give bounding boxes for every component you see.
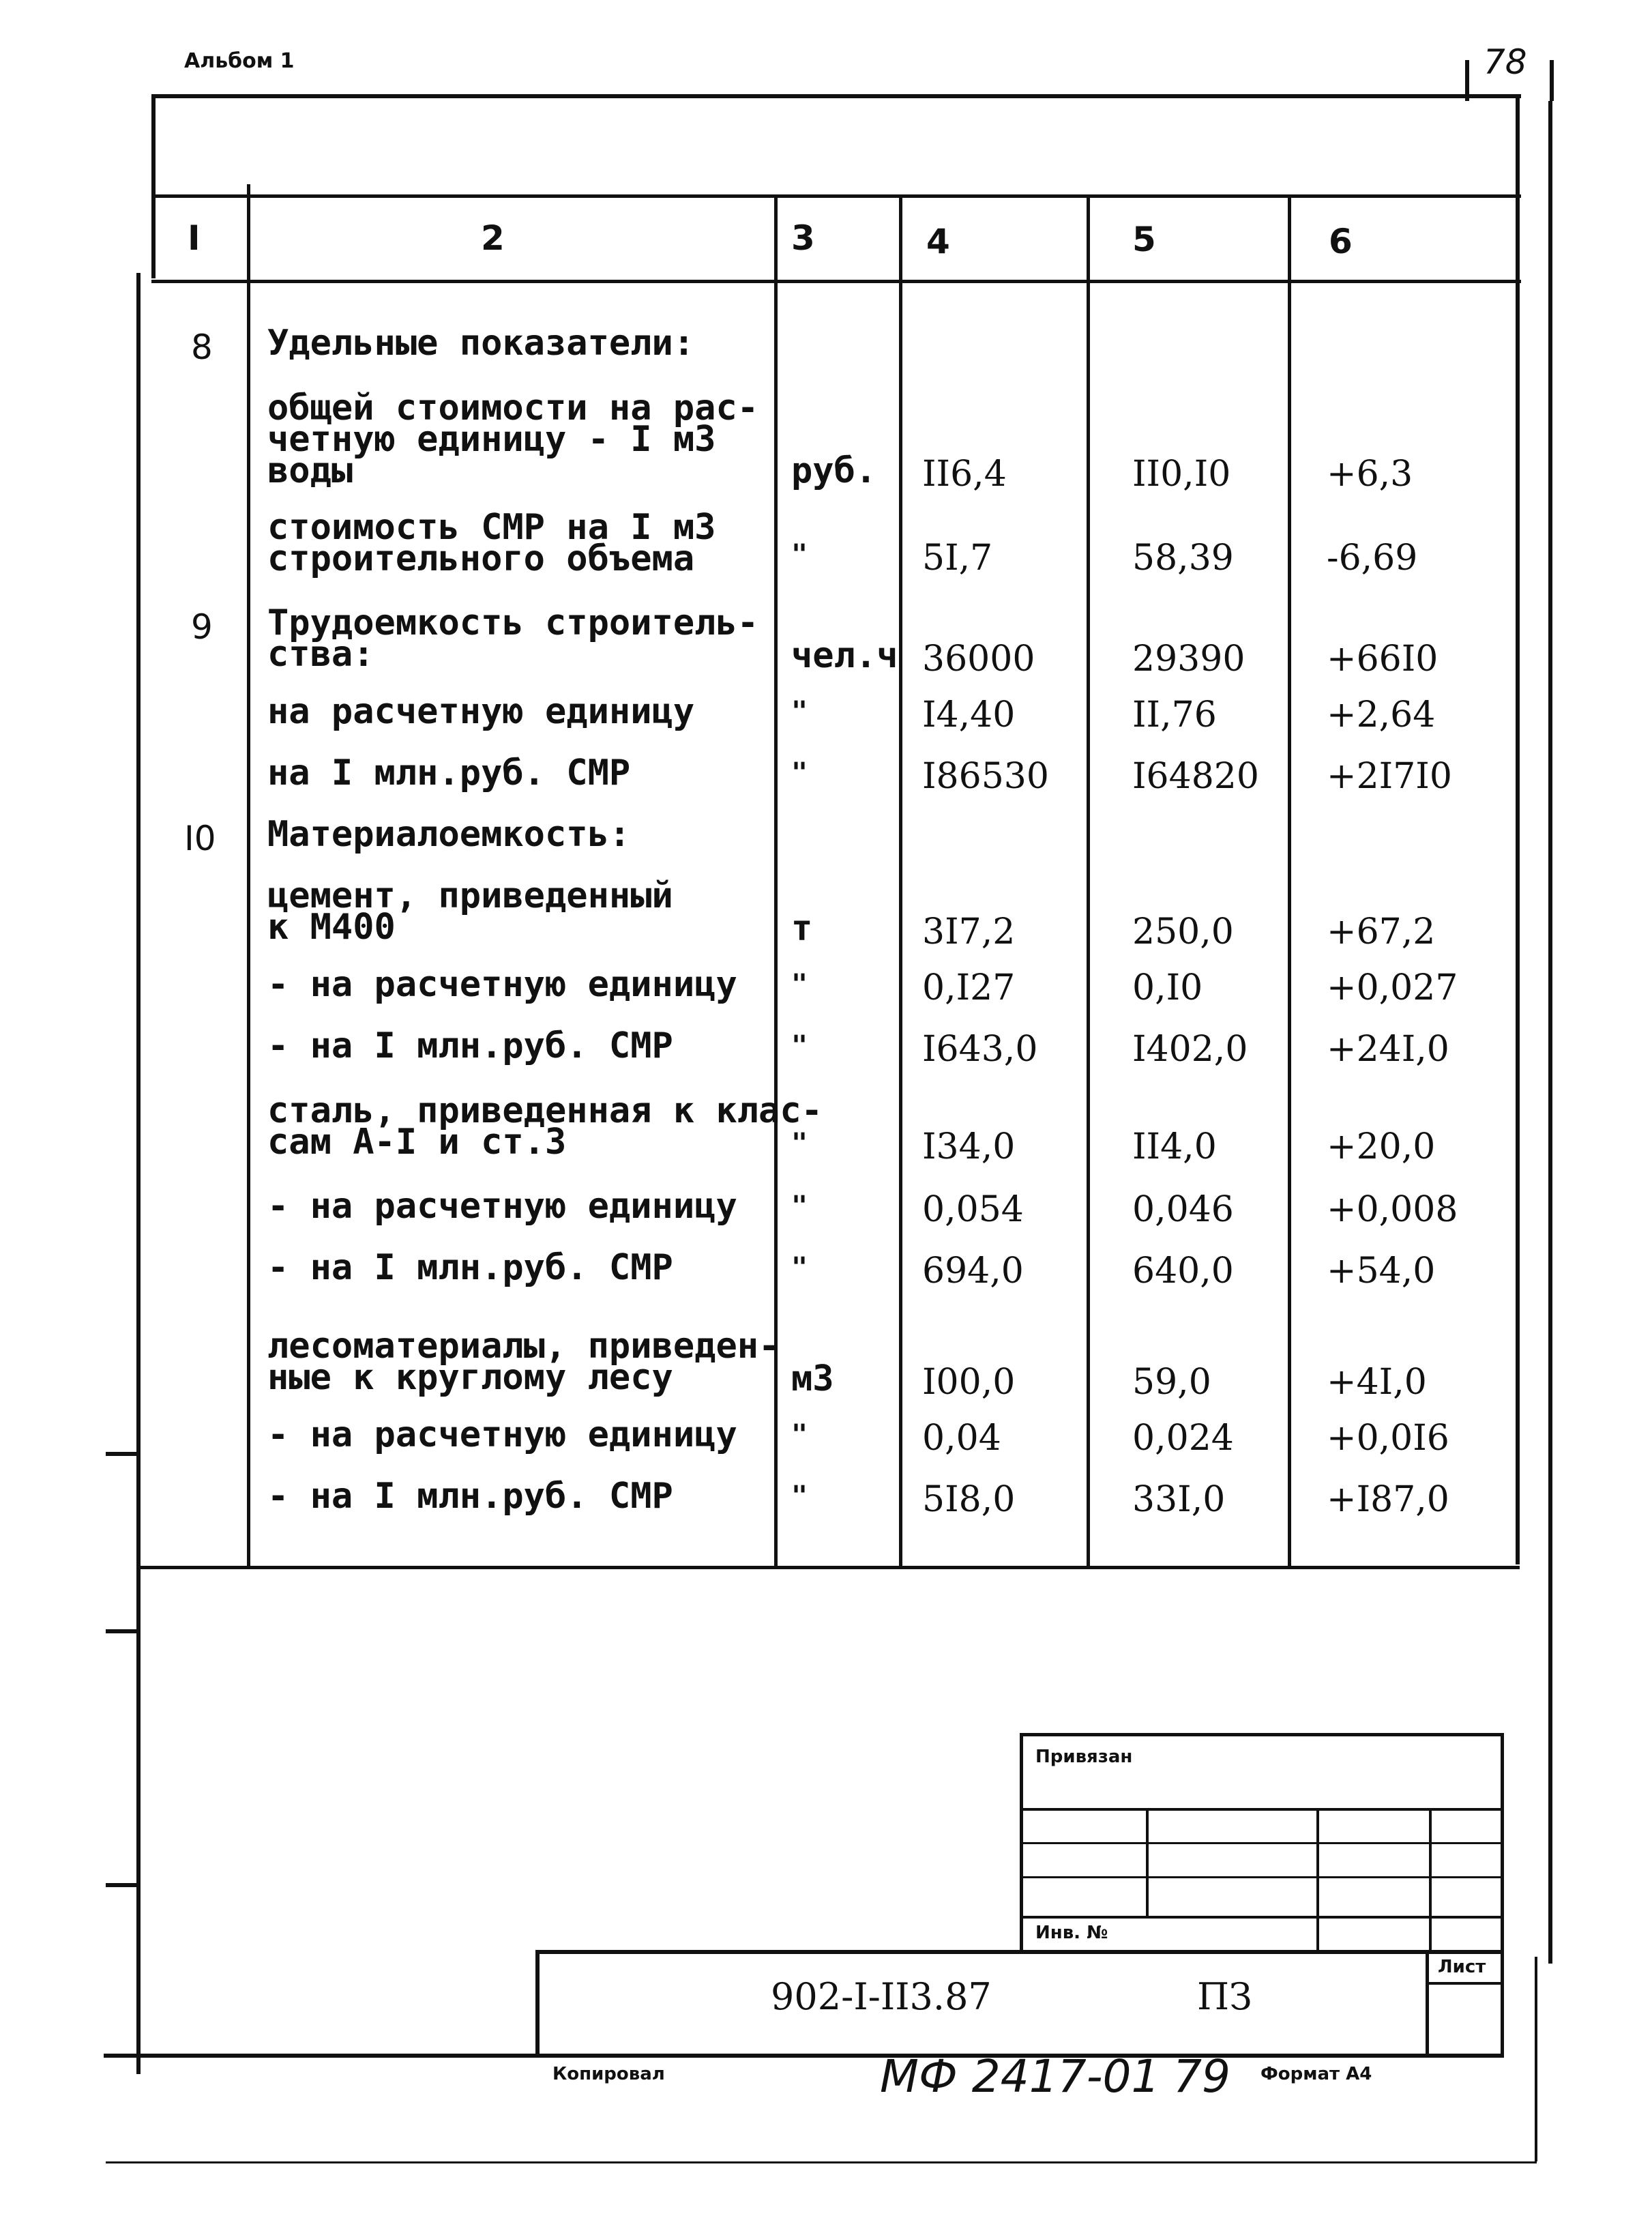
- row-label: - на I млн.руб. СМР: [267, 1025, 673, 1066]
- row-project-value: II6,4: [922, 454, 1007, 495]
- stamp-top: [1020, 1733, 1504, 1736]
- row-label: - на расчетную единицу: [267, 1186, 737, 1227]
- row-label: стоимость СМР на I м3 строительного объема: [267, 507, 716, 579]
- row-difference: -6,69: [1327, 538, 1418, 579]
- row-number: 9: [191, 607, 213, 647]
- row-project-value: 0,I27: [922, 967, 1016, 1008]
- table-top-line: [151, 194, 1521, 198]
- col-header-1: I: [188, 218, 201, 258]
- row-label: - на I млн.руб. СМР: [267, 1476, 673, 1517]
- row-analog-value: II0,I0: [1132, 454, 1231, 495]
- row-label: лесоматериалы, приведен- ные к круглому лесу: [267, 1326, 780, 1398]
- page-number: 78: [1484, 42, 1527, 82]
- row-project-value: I00,0: [922, 1362, 1016, 1403]
- frame-tick-3: [106, 1883, 140, 1887]
- row-project-value: I4,40: [922, 695, 1016, 735]
- row-difference: +0,027: [1327, 967, 1458, 1008]
- row-unit: руб.: [791, 450, 877, 491]
- row-label: Трудоемкость строитель- ства:: [267, 602, 759, 675]
- row-project-value: I34,0: [922, 1126, 1016, 1167]
- format-label: Формат А4: [1260, 2064, 1372, 2084]
- frame-right-outer: [1548, 101, 1552, 1964]
- row-project-value: 694,0: [922, 1251, 1024, 1292]
- row-unit: ": [791, 539, 808, 570]
- row-analog-value: 0,I0: [1132, 967, 1203, 1008]
- row-difference: +0,0I6: [1327, 1418, 1449, 1459]
- outer-bottom-edge: [106, 2161, 1537, 2163]
- row-difference: +66I0: [1327, 639, 1439, 680]
- title-block-divider: [1426, 1950, 1429, 2058]
- row-unit: ": [791, 757, 808, 789]
- row-number: 8: [191, 327, 213, 367]
- row-number: I0: [184, 819, 216, 858]
- row-difference: +4I,0: [1327, 1362, 1427, 1403]
- row-project-value: 0,054: [922, 1189, 1024, 1230]
- row-analog-value: 640,0: [1132, 1251, 1234, 1292]
- outer-right-edge: [1535, 1957, 1537, 2161]
- row-label: - на расчетную единицу: [267, 1414, 737, 1455]
- row-difference: +6,3: [1327, 454, 1413, 495]
- row-label: - на I млн.руб. СМР: [267, 1247, 673, 1288]
- document-designation: 902-I-II3.87: [771, 1975, 992, 2018]
- album-label: Альбом 1: [184, 49, 295, 73]
- row-difference: +20,0: [1327, 1126, 1436, 1167]
- handwritten-code: МФ 2417-01: [880, 2050, 1160, 2103]
- frame-left: [136, 273, 141, 2074]
- row-label: - на расчетную единицу: [267, 964, 737, 1005]
- row-analog-value: 59,0: [1132, 1362, 1211, 1403]
- row-project-value: I643,0: [922, 1029, 1038, 1070]
- row-label: общей стоимости на рас- четную единицу - I м3 воды: [267, 388, 759, 491]
- row-difference: +0,008: [1327, 1189, 1458, 1230]
- row-label: сталь, приведенная к клас- сам А-I и ст.3: [267, 1090, 823, 1163]
- row-analog-value: 29390: [1132, 639, 1245, 680]
- row-unit: ": [791, 1419, 808, 1450]
- table-header-line: [151, 280, 1521, 283]
- row-unit: т: [791, 908, 813, 949]
- stamp-privyazan: Привязан: [1035, 1747, 1133, 1767]
- row-unit: ": [791, 1481, 808, 1512]
- row-difference: +24I,0: [1327, 1029, 1449, 1070]
- stamp-inv-no: Инв. №: [1035, 1923, 1108, 1943]
- frame-left-top: [151, 94, 156, 278]
- title-block-top: [535, 1950, 1504, 1954]
- row-analog-value: 33I,0: [1132, 1479, 1226, 1520]
- row-analog-value: 0,046: [1132, 1189, 1234, 1230]
- stamp-col-3: [1429, 1808, 1432, 1951]
- row-project-value: 0,04: [922, 1418, 1001, 1459]
- page-number-box-right: [1550, 60, 1554, 101]
- row-analog-value: 58,39: [1132, 538, 1234, 579]
- stamp-col-2: [1316, 1808, 1319, 1951]
- row-project-value: 5I8,0: [922, 1479, 1016, 1520]
- sheet-label: Лист: [1438, 1957, 1486, 1977]
- row-analog-value: I402,0: [1132, 1029, 1248, 1070]
- col-divider-5: [1288, 194, 1291, 1569]
- row-unit: ": [791, 696, 808, 727]
- row-unit: ": [791, 1128, 808, 1159]
- handwritten-page: 79: [1173, 2050, 1230, 2103]
- frame-tick-1: [106, 1452, 140, 1456]
- stamp-right: [1501, 1733, 1504, 2054]
- sheet-cell-line: [1426, 1982, 1504, 1985]
- row-project-value: 3I7,2: [922, 912, 1016, 952]
- col-divider-1: [247, 184, 250, 1569]
- row-analog-value: I64820: [1132, 756, 1259, 797]
- row-unit: ": [791, 1191, 808, 1222]
- row-analog-value: II,76: [1132, 695, 1217, 735]
- col-divider-3: [899, 194, 902, 1569]
- row-label: Удельные показатели:: [267, 323, 695, 364]
- row-difference: +2,64: [1327, 695, 1436, 735]
- row-unit: м3: [791, 1358, 834, 1399]
- row-difference: +2I7I0: [1327, 756, 1452, 797]
- row-project-value: 36000: [922, 639, 1035, 680]
- row-unit: ": [791, 969, 808, 1000]
- row-analog-value: II4,0: [1132, 1126, 1217, 1167]
- row-difference: +I87,0: [1327, 1479, 1449, 1520]
- col-header-4: 4: [926, 222, 950, 261]
- stamp-col-1: [1146, 1808, 1149, 1917]
- row-unit: чел.ч: [791, 635, 898, 676]
- document-section: ПЗ: [1197, 1975, 1252, 2018]
- col-divider-4: [1087, 194, 1090, 1569]
- row-project-value: 5I,7: [922, 538, 993, 579]
- title-block-left: [535, 1950, 540, 2058]
- row-label: цемент, приведенный к М400: [267, 875, 673, 948]
- row-difference: +54,0: [1327, 1251, 1436, 1292]
- col-header-3: 3: [791, 218, 815, 258]
- row-label: Материалоемкость:: [267, 814, 631, 855]
- frame-top: [151, 94, 1521, 98]
- table-bottom-line: [136, 1566, 1520, 1569]
- col-header-6: 6: [1329, 222, 1353, 261]
- col-header-2: 2: [481, 218, 505, 258]
- row-unit: ": [791, 1030, 808, 1062]
- row-label: на расчетную единицу: [267, 691, 695, 732]
- row-project-value: I86530: [922, 756, 1049, 797]
- frame-tick-2: [106, 1629, 140, 1633]
- row-analog-value: 250,0: [1132, 912, 1234, 952]
- row-difference: +67,2: [1327, 912, 1436, 952]
- row-unit: ": [791, 1252, 808, 1283]
- col-header-5: 5: [1132, 220, 1156, 259]
- frame-right-inner: [1516, 94, 1520, 1564]
- row-label: на I млн.руб. СМР: [267, 753, 631, 793]
- row-analog-value: 0,024: [1132, 1418, 1234, 1459]
- copied-label: Копировал: [552, 2064, 665, 2084]
